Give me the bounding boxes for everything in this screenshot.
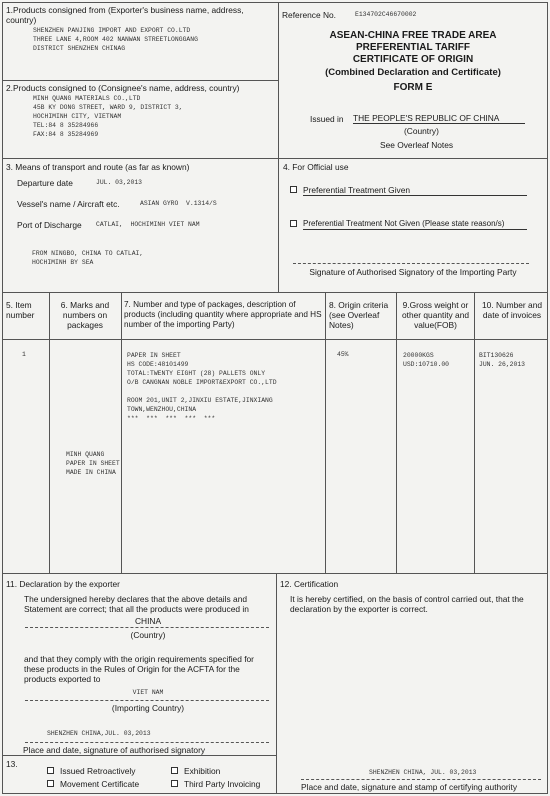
consignee-line-1: MINH QUANG MATERIALS CO.,LTD <box>33 95 141 102</box>
preferential-given-label: Preferential Treatment Given <box>303 185 411 195</box>
route-line-2: HOCHIMINH BY SEA <box>32 259 94 266</box>
preferential-given-checkbox[interactable] <box>290 186 297 193</box>
consignee-line-3: HOCHIMINH CITY, VIETNAM <box>33 113 122 120</box>
departure-label: Departure date <box>17 178 73 188</box>
declaration-importing-value: VIET NAM <box>132 689 164 696</box>
description-line-7: TOWN,WENZHOU,CHINA <box>127 406 197 413</box>
exporter-line-1: SHENZHEN PANJING IMPORT AND EXPORT CO.LTD <box>33 27 191 34</box>
declaration-importing-line <box>25 700 269 701</box>
vessel-label: Vessel's name / Aircraft etc. <box>17 199 120 209</box>
declaration-country-label: (Country) <box>130 630 166 640</box>
vessel-value: ASIAN GYRO V.1314/S <box>140 200 217 207</box>
title-line-1: ASEAN-CHINA FREE TRADE AREA <box>329 30 497 41</box>
certifier-signature-label: Place and date, signature and stamp of certifying authority <box>301 782 518 792</box>
title-line-3: CERTIFICATE OF ORIGIN <box>352 54 474 65</box>
departure-value: JUL. 03,2013 <box>96 179 143 186</box>
header-invoices: 10. Number and date of invoices <box>481 300 543 320</box>
title-line-2: PREFERENTIAL TARIFF <box>355 42 471 53</box>
divider-col6 <box>121 292 122 573</box>
exporter-line-3: DISTRICT SHENZHEN CHINAG <box>33 45 126 52</box>
preferential-not-given-label: Preferential Treatment Not Given (Please state reason/s) <box>303 219 505 228</box>
exporter-signature-label: Place and date, signature of authorised signatory <box>23 745 206 755</box>
fob-value: USD:10710.00 <box>403 361 450 368</box>
marks-line-3: MADE IN CHINA <box>66 469 116 476</box>
reference-value: E134702C46670002 <box>355 11 417 18</box>
divider-box3-headers <box>3 292 548 293</box>
declaration-country-line <box>25 627 269 628</box>
box11-label: 11. Declaration by the exporter <box>6 579 120 589</box>
divider-box11-box13 <box>3 755 276 756</box>
title-line-4: (Combined Declaration and Certificate) <box>325 67 501 78</box>
header-origin-criteria: 8. Origin criteria (see Overleaf Notes) <box>329 300 389 330</box>
third-party-invoicing-label: Third Party Invoicing <box>184 779 261 789</box>
box2-label: 2.Products consigned to (Consignee's name, address, country) <box>6 83 240 93</box>
issued-country-value: THE PEOPLE'S REPUBLIC OF CHINA <box>353 113 525 124</box>
marks-line-2: PAPER IN SHEET <box>66 460 120 467</box>
divider-col9 <box>474 292 475 573</box>
importer-signature-label: Signature of Authorised Signatory of the Importing Party <box>309 267 517 277</box>
movement-certificate-label: Movement Certificate <box>60 779 140 789</box>
divider-headers-items <box>3 339 548 340</box>
importer-signature-line <box>293 263 529 264</box>
description-line-2: HS CODE:48101499 <box>127 361 189 368</box>
item-number: 1 <box>22 351 26 358</box>
certification-text: It is hereby certified, on the basis of control carried out, that the declaration by the exporter is correct. <box>290 594 524 614</box>
header-description: 7. Number and type of packages, description of products (including quantity where appropriate and HS number of the importing Party) <box>124 300 322 329</box>
description-line-4: O/B CANGNAN NOBLE IMPORT&EXPORT CO.,LTD <box>127 379 277 386</box>
certifier-signature-line <box>301 779 541 780</box>
header-marks: 6. Marks and numbers on packages <box>60 300 110 330</box>
box12-label: 12. Certification <box>280 579 339 589</box>
route-line-1: FROM NINGBO, CHINA TO CATLAI, <box>32 250 144 257</box>
issued-retroactively-label: Issued Retroactively <box>60 766 136 776</box>
description-line-8: *** *** *** *** *** <box>127 415 216 422</box>
certificate-form <box>2 2 548 794</box>
invoice-date: JUN. 26,2013 <box>479 361 526 368</box>
title-form-e: FORM E <box>393 82 433 93</box>
declaration-country-value: CHINA <box>134 616 162 626</box>
issued-retroactively-checkbox[interactable] <box>47 767 54 774</box>
description-line-6: ROOM 201,UNIT 2,JINXIU ESTATE,JINXIANG <box>127 397 273 404</box>
exporter-line-2: THREE LANE 4,ROOM 402 NANWAN STREETLONGGANG <box>33 36 198 43</box>
invoice-number: BIT130626 <box>479 352 514 359</box>
exporter-signature-line <box>25 742 269 743</box>
exhibition-checkbox[interactable] <box>171 767 178 774</box>
divider-col7 <box>325 292 326 573</box>
origin-criteria-value: 45% <box>337 351 349 358</box>
header-item-number: 5. Item number <box>6 300 35 320</box>
box4-label: 4. For Official use <box>283 162 349 172</box>
gross-weight-value: 20000KGS <box>403 352 434 359</box>
divider-box2-box3 <box>3 158 548 159</box>
divider-box11-box12 <box>276 573 277 794</box>
consignee-line-4: TEL:84 8 35284966 <box>33 122 99 129</box>
divider-col8 <box>396 292 397 573</box>
preferential-given-underline <box>303 195 527 196</box>
declaration-text-1: The undersigned hereby declares that the above details and Statement are correct; that all the products were produced in <box>24 594 249 614</box>
declaration-text-2: and that they comply with the origin requirements specified for these products in the Rules of Origin for the ACFTA for the products exported to <box>24 654 254 684</box>
box13-label: 13. <box>6 759 18 769</box>
box1-label: 1.Products consigned from (Exporter's business name, address, country) <box>6 5 244 25</box>
third-party-invoicing-checkbox[interactable] <box>171 780 178 787</box>
description-line-1: PAPER IN SHEET <box>127 352 181 359</box>
preferential-not-given-checkbox[interactable] <box>290 220 297 227</box>
preferential-not-given-underline <box>303 229 527 230</box>
exporter-place-date: SHENZHEN CHINA,JUL. 03,2013 <box>47 730 151 737</box>
box3-label: 3. Means of transport and route (as far as known) <box>6 162 190 172</box>
exhibition-label: Exhibition <box>184 766 221 776</box>
divider-box1-box2 <box>3 80 278 81</box>
description-line-3: TOTAL:TWENTY EIGHT (28) PALLETS ONLY <box>127 370 266 377</box>
certifier-place-date: SHENZHEN CHINA, JUL. 03,2013 <box>369 769 477 776</box>
issued-label: Issued in <box>310 114 344 124</box>
marks-line-1: MINH QUANG <box>66 451 105 458</box>
port-label: Port of Discharge <box>17 220 82 230</box>
see-overleaf-notes: See Overleaf Notes <box>380 140 454 150</box>
divider-col5 <box>49 292 50 573</box>
declaration-importing-label: (Importing Country) <box>111 703 185 713</box>
port-value: CATLAI, HOCHIMINH VIET NAM <box>96 221 200 228</box>
movement-certificate-checkbox[interactable] <box>47 780 54 787</box>
reference-label: Reference No. <box>282 10 336 20</box>
issued-country-label: (Country) <box>404 126 439 136</box>
consignee-line-2: 45B KY DONG STREET, WARD 9, DISTRICT 3, <box>33 104 183 111</box>
header-gross-weight: 9.Gross weight or other quantity and value(FOB) <box>401 300 470 330</box>
consignee-line-5: FAX:84 8 35284969 <box>33 131 99 138</box>
